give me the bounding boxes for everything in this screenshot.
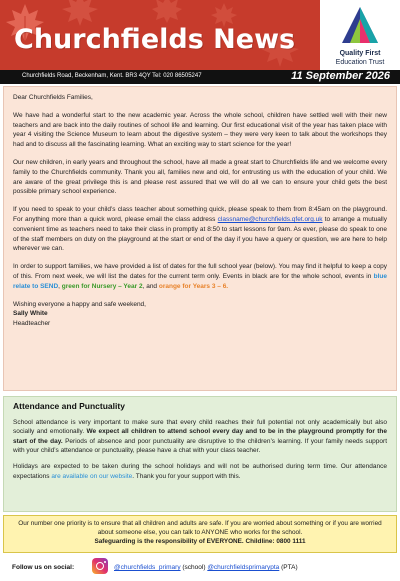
letter-closing: Wishing everyone a happy and safe weekend, <box>13 300 146 308</box>
pta-instagram-link[interactable]: @churchfieldsprimarypta <box>207 564 280 571</box>
safeguarding-statement: Safeguarding is the responsibility of EVERYONE. Childline: 0800 1111 <box>94 538 306 545</box>
trust-logo-icon <box>340 5 380 45</box>
instagram-icon[interactable] <box>92 558 108 574</box>
trust-name-line1: Quality First <box>339 50 381 57</box>
letter-paragraph <box>13 205 387 254</box>
nursery-key: green for Nursery – Year 2 <box>61 282 143 290</box>
newsletter-header <box>0 0 400 70</box>
letter-paragraph: We have had a wonderful start to the new academic year. Across the whole school, children have settled well with their new teachers and are back into the daily routines of school life and learning. Our first educational visit of the year has taken place with year 4 visiting the Science Museum to learn about the digestive system – they were very keen to talk about the workshops they had and to discuss all the fascinating learning. What an exciting way to start science for the year! <box>13 111 387 149</box>
paragraph-text: Holidays are expected to be taken during the school holidays and will not be authorised during term time. Our attendance expectations <box>13 462 387 480</box>
paragraph-text: . Thank you for your support with this. <box>132 472 241 480</box>
attendance-section <box>3 396 397 512</box>
headteacher-letter <box>3 86 397 391</box>
issue-date: 11 September 2026 <box>291 70 390 82</box>
letter-paragraph: Our new children, in early years and throughout the school, have all made a great start to Churchfields life and we welcome every family to the Churchfields community. Thank you all, families new and old, for entrusting us with the education of your child. We are aware of the great privilege this is and please rest assured that we will do all we can to ensure your child gets the best possible primary school experience. <box>13 158 387 196</box>
send-key: blue relate to SEND <box>13 272 387 290</box>
website-link[interactable]: are available on our website <box>51 472 133 480</box>
letter-signature: Sally White <box>13 310 48 318</box>
school-address: Churchfields Road, Beckenham, Kent. BR3 4QY Tel: 020 86505247 <box>22 73 202 79</box>
letter-greeting: Dear Churchfields Families, <box>13 94 93 101</box>
attendance-paragraph <box>13 462 387 481</box>
letter-paragraph <box>13 262 387 291</box>
address-bar <box>0 70 400 84</box>
safeguarding-box <box>3 515 397 553</box>
trust-logo <box>320 0 400 70</box>
newsletter-title: Churchfields News <box>14 24 296 55</box>
years-key: orange for Years 3 – 6. <box>158 282 229 290</box>
safeguarding-text: Our number one priority is to ensure that all children and adults are safe. If you are worried about something or if you are worried about someone else, you can talk to ANYONE who works for the school. <box>18 520 382 536</box>
paragraph-text: to arrange a mutually convenient time as teachers need to take their class in promptly at 8:50 to start lessons for 9am. As ever, please do speak to one of the staff members on duty on the playground at the start or end of the day if you have a query or question, we are here to help wherever we can. <box>13 215 387 253</box>
handle-note: (school) <box>180 564 208 571</box>
leaf-icon <box>150 0 184 24</box>
paragraph-text: , and <box>142 282 159 290</box>
social-footer <box>0 554 400 581</box>
trust-name-line2: Education Trust <box>335 59 385 66</box>
paragraph-text: , <box>58 282 62 290</box>
school-instagram-link[interactable]: @churchfields_primary <box>114 564 181 571</box>
paragraph-text: School attendance is very important to make sure that every child reaches their full potential not only academically but also socially and emotionally. <box>13 418 387 436</box>
social-label: Follow us on social: <box>12 564 75 571</box>
attendance-paragraph <box>13 418 387 456</box>
social-handles <box>114 564 298 571</box>
attendance-heading: Attendance and Punctuality <box>13 401 125 411</box>
paragraph-text: In order to support families, we have provided a list of dates for the full school year (below). You may find it helpful to keep a copy of this. From next week, we will list the dates for the current term only. Events in black are for the whole school, events in <box>13 263 387 280</box>
attendance-expectation: We expect all children to attend school every day and to be in the playground promptly for the start of the day. <box>13 428 387 445</box>
handle-note: (PTA) <box>279 564 298 571</box>
paragraph-text: If you need to speak to your child’s class teacher about something quick, please speak to them from 8:45am on the playground. For anything more than a quick word, please email the class address <box>13 206 387 223</box>
letter-role: Headteacher <box>13 320 51 328</box>
class-email-link[interactable]: classname@churchfields.qfet.org.uk <box>217 215 323 223</box>
paragraph-text: Periods of absence and poor punctuality are disruptive to the children’s learning. If your family needs support with your child’s attendance or punctuality, please have a chat with your class teacher. <box>13 437 387 455</box>
